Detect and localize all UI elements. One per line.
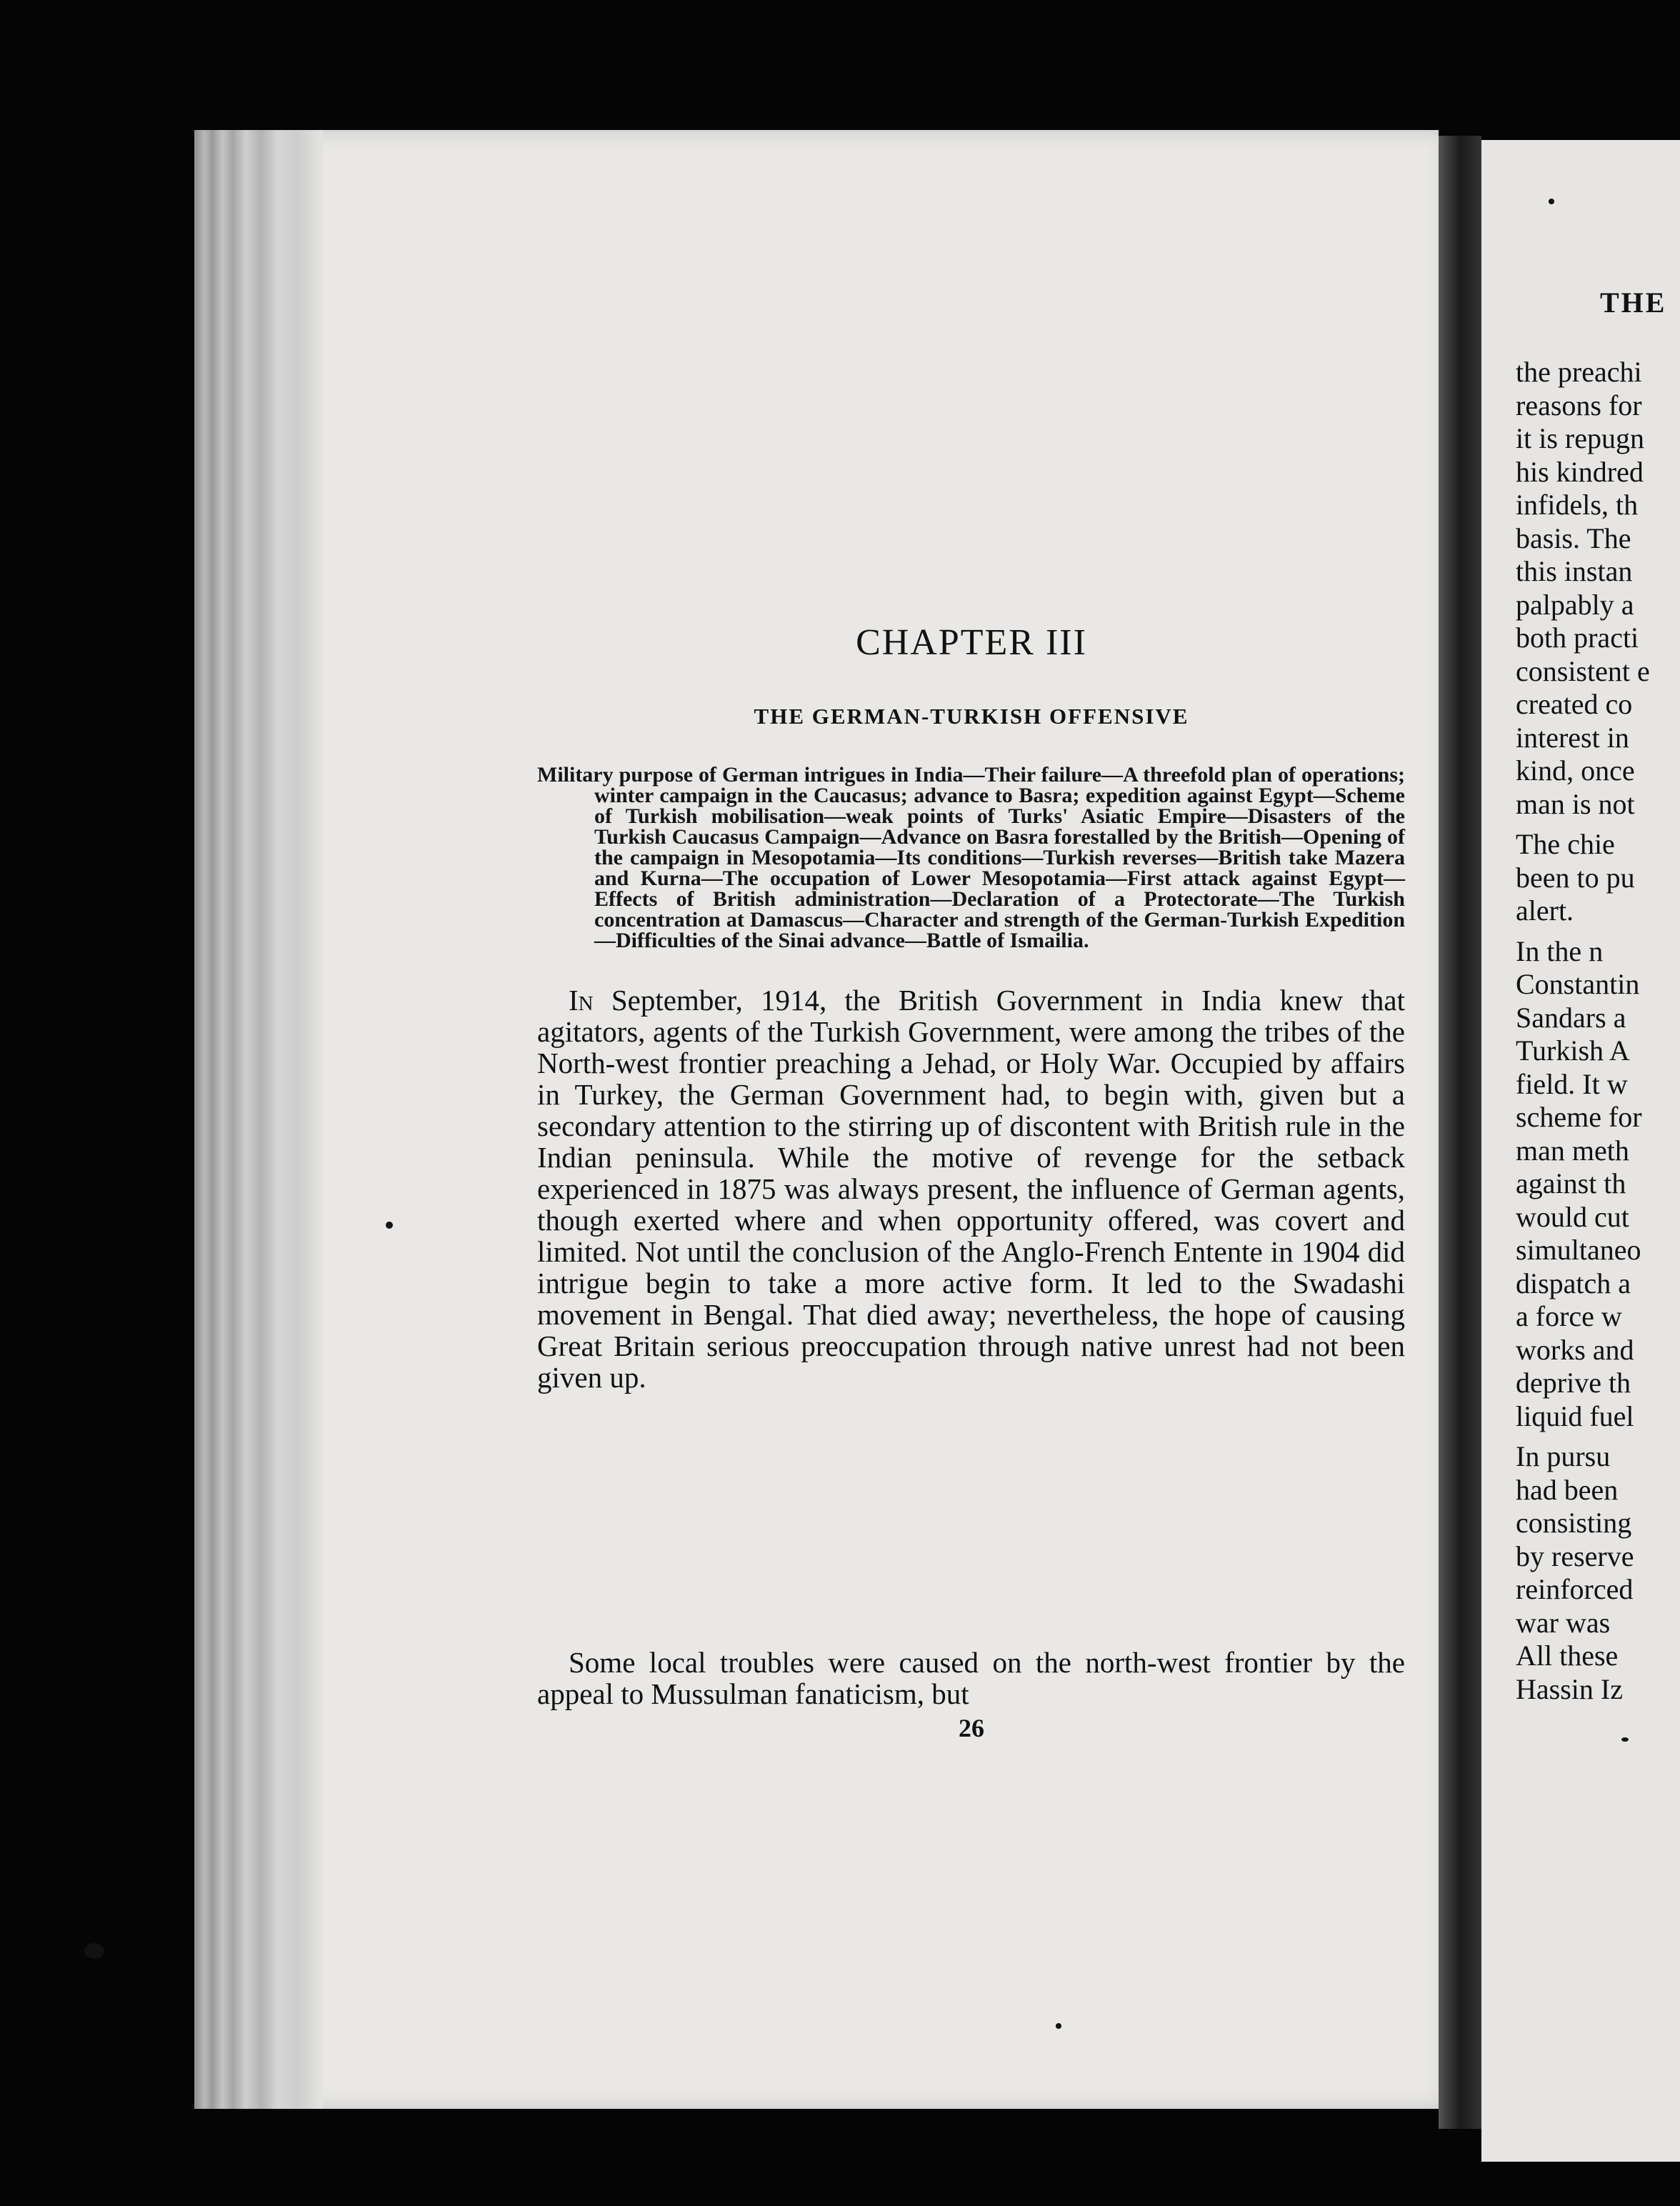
body-paragraph-2: Some local troubles were caused on the north-west frontier by the appeal to Mussulman fanaticism, but <box>537 1646 1405 1710</box>
right-page-line: palpably a <box>1516 588 1634 621</box>
right-page-line: interest in <box>1516 721 1629 754</box>
scan-speck <box>1549 199 1554 204</box>
right-page-line: basis. The <box>1516 521 1631 554</box>
right-page-line: it is repugn <box>1516 422 1644 454</box>
page-number: 26 <box>959 1714 984 1742</box>
right-page-line: by reserve <box>1516 1539 1634 1572</box>
right-page-line: reinforced <box>1516 1573 1634 1605</box>
page-edge-stack <box>194 130 323 2109</box>
right-page-line: Sandars a <box>1516 1001 1626 1034</box>
right-page-line: consistent e <box>1516 654 1650 687</box>
right-page-line: man is not <box>1516 787 1635 820</box>
right-page-line: both practi <box>1516 622 1639 654</box>
scan-speck <box>84 1943 104 1959</box>
right-page-line: All these <box>1516 1639 1619 1672</box>
paragraph-lead-word: In <box>569 984 594 1017</box>
right-page-line: man meth <box>1516 1134 1629 1167</box>
paragraph-1-text: September, 1914, the British Government in India knew that agitators, agents of the Turkish Government, were among the tribes of the North-west frontier preaching a Jehad, or Holy War. Occupied by affairs in Turkey, the German Government had, to begin with, given but a secondary attention to the stirring up of discontent with British rule in the Indian peninsula. While the motive of revenge for the setback experienced in 1875 was always present, the influence of German agents, though exerted where and when opportunity offered, was covert and limited. Not until the conclusion of the Anglo-French Entente in 1904 did intrigue begin to take a more active form. It led to the Swadashi movement in Bengal. That died away; nevertheless, the hope of causing Great Britain serious preoccupation through native unrest had not been given up. <box>537 984 1405 1394</box>
right-page-line: created co <box>1516 688 1633 720</box>
right-page-line: liquid fuel <box>1516 1399 1634 1432</box>
right-page-line: war was <box>1516 1606 1611 1639</box>
right-page-line: the preachi <box>1516 356 1642 388</box>
line-gap <box>1516 1433 1680 1440</box>
book-gutter <box>1439 136 1481 2129</box>
right-page-line: In the n <box>1516 934 1604 967</box>
right-page-line: Hassin Iz <box>1516 1672 1623 1705</box>
right-page-line: field. It w <box>1516 1067 1628 1100</box>
right-page-line: kind, once <box>1516 754 1635 787</box>
right-page-line: his kindred <box>1516 455 1644 488</box>
right-page-line: infidels, th <box>1516 489 1639 521</box>
chapter-subtitle: THE GERMAN-TURKISH OFFENSIVE <box>754 704 1189 729</box>
right-page-line: In pursu <box>1516 1440 1611 1472</box>
right-page-line: Turkish A <box>1516 1034 1630 1067</box>
right-page-line: The chie <box>1516 828 1615 860</box>
right-page-line: would cut <box>1516 1200 1629 1233</box>
right-page-line: simultaneo <box>1516 1234 1641 1266</box>
right-page-line: dispatch a <box>1516 1267 1631 1299</box>
scan-speck <box>1621 1737 1629 1742</box>
right-page-line: had been <box>1516 1473 1619 1506</box>
chapter-title: CHAPTER III <box>856 622 1087 663</box>
body-paragraph-1 <box>537 984 1405 1393</box>
scan-speck <box>386 1222 393 1229</box>
right-page-text-column <box>1516 356 1680 1706</box>
right-page-line: consisting <box>1516 1507 1632 1539</box>
right-page-line: against th <box>1516 1167 1626 1199</box>
right-page-running-head: THE <box>1600 286 1667 319</box>
right-page-line: scheme for <box>1516 1101 1642 1133</box>
scan-speck <box>1056 2023 1061 2029</box>
right-page-line: this instan <box>1516 555 1633 587</box>
right-page-line: alert. <box>1516 894 1574 927</box>
right-page-line: deprive th <box>1516 1367 1631 1399</box>
right-page-line: been to pu <box>1516 861 1635 894</box>
line-gap <box>1516 821 1680 828</box>
line-gap <box>1516 928 1680 935</box>
right-page-line: Constantin <box>1516 968 1640 1000</box>
right-page-line: a force w <box>1516 1300 1622 1332</box>
right-page-line: works and <box>1516 1333 1634 1366</box>
right-page-line: reasons for <box>1516 389 1642 421</box>
chapter-synopsis: Military purpose of German intrigues in India—Their failure—A threefold plan of operations; winter campaign in the Caucasus; advance to Basra; expedition against Egypt—Scheme of Turkish mobilisation—weak points of Turks' Asiatic Empire—Disasters of the Turkish Caucasus Campaign—Advance on Basra forestalled by the British—Opening of the campaign in Mesopotamia—Its conditions—Turkish reverses—British take Mazera and Kurna—The occupation of Lower Mesopotamia—First attack against Egypt—Effects of British administration—Declaration of a Protectorate—The Turkish concentration at Damascus—Character and strength of the German-Turkish Expedition—Difficulties of the Sinai advance—Battle of Ismailia. <box>537 763 1405 952</box>
